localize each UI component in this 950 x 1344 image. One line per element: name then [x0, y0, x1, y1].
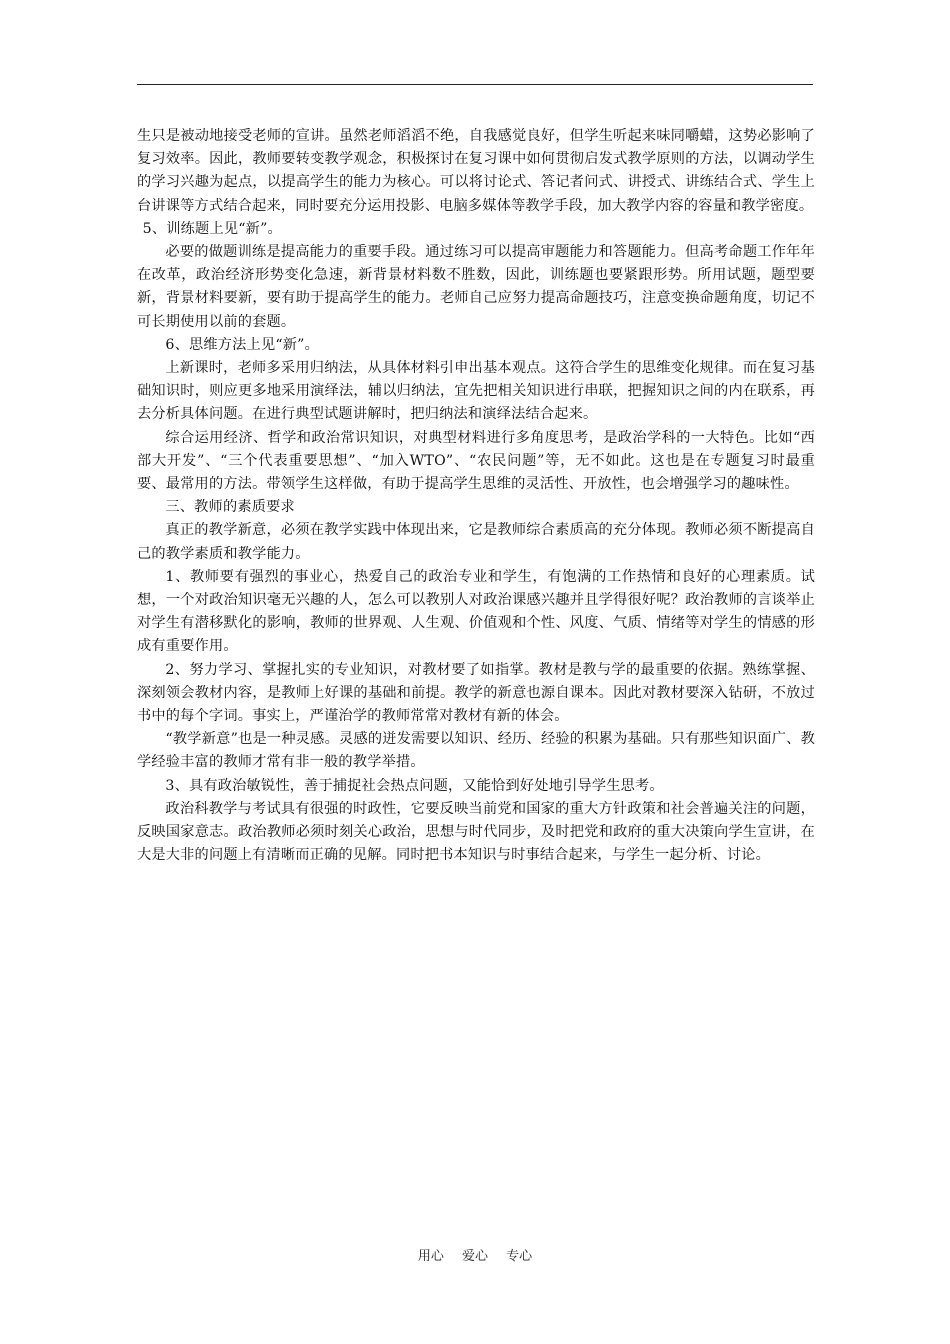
section-heading: 3、具有政治敏锐性，善于捕捉社会热点问题，又能恰到好处地引导学生思考。 [165, 777, 664, 794]
header-rule [137, 84, 813, 85]
section-heading: 5、训练题上见“新”。 [142, 220, 282, 237]
footer-item: 爱心 [461, 1249, 488, 1264]
footer-item: 用心 [417, 1249, 444, 1264]
paragraph: 必要的做题训练是提高能力的重要手段。通过练习可以提高审题能力和答题能力。但高考命题工作年年在改革，政治经济形势变化急速，新背景材料数不胜数，因此，训练题也要紧跟形势。所用试题，题型要新，背景材料要新，要有助于提高学生的能力。老师自己应努力提高命题技巧，注意变换命题角度，切记不可长期使用以前的套题。 [137, 244, 815, 330]
section-heading: 6、思维方法上见“新”。 [165, 336, 320, 353]
paragraph: 上新课时，老师多采用归纳法，从具体材料引申出基本观点。这符合学生的思维变化规律。而在复习基础知识时，则应更多地采用演绎法，辅以归纳法，宜先把相关知识进行串联，把握知识之间的内在联系，再去分析具体问题。在进行典型试题讲解时，把归纳法和演绎法结合起来。 [137, 360, 815, 423]
footer-item: 专心 [506, 1249, 533, 1264]
paragraph: 2、努力学习、掌握扎实的专业知识，对教材要了如指掌。教材是教与学的最重要的依据。熟练掌握、深刻领会教材内容，是教师上好课的基础和前提。教学的新意也源自课本。因此对教材要深入钻研，不放过书中的每个字词。事实上，严谨治学的教师常常对教材有新的体会。 [137, 661, 815, 725]
paragraph: 政治科教学与考试具有很强的时政性，它要反映当前党和国家的重大方针政策和社会普遍关注的问题，反映国家意志。政治教师必须时刻关心政治，思想与时代同步，及时把党和政府的重大决策向学生宣讲，在大是大非的问题上有清晰而正确的见解。同时把书本知识与时事结合起来，与学生一起分析、讨论。 [137, 800, 815, 864]
paragraph: 1、教师要有强烈的事业心，热爱自己的政治专业和学生，有饱满的工作热情和良好的心理素质。试想，一个对政治知识毫无兴趣的人，怎么可以教别人对政治课感兴趣并且学得很好呢？政治教师的言谈举止对学生有潜移默化的影响，教师的世界观、人生观、价值观和个性、风度、气质、情绪等对学生的情感的形成有重要作用。 [137, 568, 815, 655]
paragraph: 真正的教学新意，必须在教学实践中体现出来，它是教师综合素质高的充分体现。教师必须不断提高自己的教学素质和教学能力。 [137, 522, 815, 562]
paragraph: 综合运用经济、哲学和政治常识知识，对典型材料进行多角度思考，是政治学科的一大特色。比如“西部大开发”、“三个代表重要思想”、“加入WTO”、“农民问题”等，无不如此。这也是在专题复习时最重要、最常用的方法。带领学生这样做，有助于提高学生思维的灵活性、开放性，也会增强学习的趣味性。 [137, 429, 815, 493]
page-footer [0, 1248, 950, 1266]
paragraph: “教学新意”也是一种灵感。灵感的迸发需要以知识、经历、经验的积累为基础。只有那些知识面广、教学经验丰富的教师才常有非一般的教学举措。 [137, 731, 815, 771]
section-heading: 三、教师的素质要求 [165, 499, 295, 516]
paragraph: 生只是被动地接受老师的宣讲。虽然老师滔滔不绝，自我感觉良好，但学生听起来味同嚼蜡，这势必影响了复习效率。因此，教师要转变教学观念，积极探讨在复习课中如何贯彻启发式教学原则的方法，以调动学生的学习兴趣为起点，以提高学生的能力为核心。可以将讨论式、答记者问式、讲授式、讲练结合式、学生上台讲课等方式结合起来，同时要充分运用投影、电脑多媒体等教学手段，加大教学内容的容量和教学密度。 [137, 128, 815, 214]
document-body [137, 125, 815, 868]
